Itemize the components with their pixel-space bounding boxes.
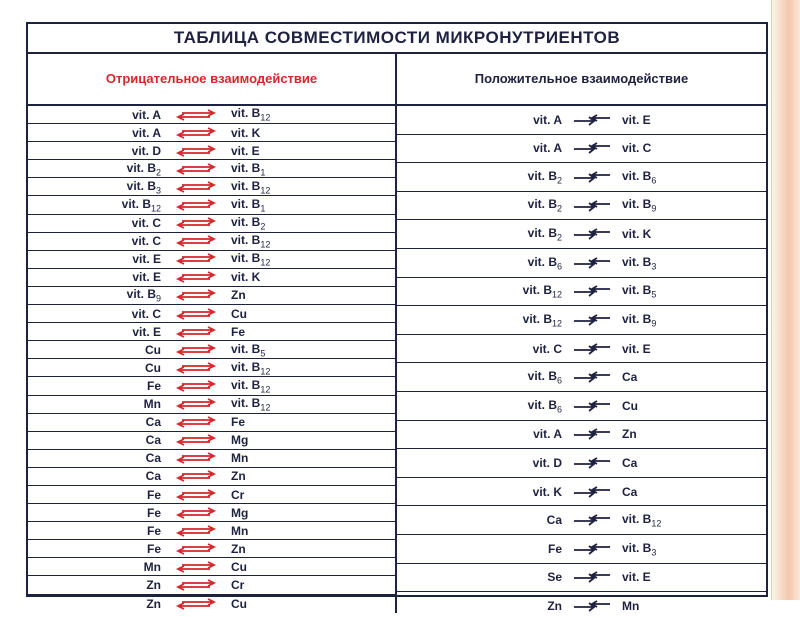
table-row [397,592,766,621]
synergy-arrow-icon [562,543,622,555]
table-row [28,522,395,540]
nutrient-b: vit. $B_6$ [622,168,657,186]
synergy-arrow-icon [562,428,622,440]
table-row [397,249,766,278]
table-row [28,432,395,450]
table-row [28,341,395,359]
synergy-arrow-icon [562,371,622,383]
table-row [397,392,766,421]
antagonism-arrow-icon [161,543,231,555]
nutrient-a: vit. D [131,143,161,158]
nutrient-b: vit. $B_{12}$ [231,106,271,123]
nutrient-a: vit. E [132,252,161,267]
positive-rows [397,106,766,621]
nutrient-a: vit. $B_2$ [527,197,562,214]
nutrient-b: vit. $B_{12}$ [231,359,271,377]
nutrient-b: Ca [622,484,638,499]
nutrient-b: vit. $B_5$ [622,283,657,300]
nutrient-a: Ca [145,469,161,484]
antagonism-arrow-icon [161,253,231,265]
nutrient-b: vit. E [231,143,260,158]
table-row [28,396,395,414]
antagonism-arrow-icon [161,362,231,374]
antagonism-arrow-icon [161,507,231,519]
antagonism-arrow-icon [161,470,231,482]
negative-rows [28,106,395,613]
nutrient-a: vit. A [533,112,562,127]
synergy-arrow-icon [562,171,622,183]
nutrient-b: vit. $B_9$ [622,197,657,214]
nutrient-a: Fe [146,541,161,556]
antagonism-arrow-icon [161,145,231,157]
nutrient-b: Cu [622,398,638,413]
nutrient-a: vit. $B_2$ [527,168,562,186]
nutrient-b: vit. E [622,570,651,585]
nutrient-b: Mn [622,599,640,614]
synergy-arrow-icon [562,600,622,612]
synergy-arrow-icon [562,285,622,297]
nutrient-a: Cu [145,360,161,375]
antagonism-arrow-icon [161,289,231,301]
antagonism-arrow-icon [161,217,231,229]
nutrient-a: vit. C [131,216,161,231]
nutrient-a: Ca [145,451,161,466]
antagonism-arrow-icon [161,308,231,320]
nutrient-b: Mn [231,451,249,466]
synergy-arrow-icon [562,142,622,154]
table-row [28,142,395,160]
negative-header: Отрицательное взаимодействие [28,54,395,106]
positive-header: Положительное взаимодействие [397,54,766,106]
nutrient-a: vit. A [533,427,562,442]
table-row [397,192,766,221]
antagonism-arrow-icon [161,525,231,537]
table-row [28,558,395,576]
synergy-arrow-icon [562,257,622,269]
nutrient-b: vit. E [622,341,651,356]
antagonism-arrow-icon [161,416,231,428]
nutrient-b: vit. $B_1$ [231,160,266,178]
table-row [397,478,766,507]
nutrient-a: Fe [547,541,562,556]
table-row [397,449,766,478]
nutrient-a: vit. A [132,125,161,140]
nutrient-a: Mn [143,559,161,574]
table-row [28,160,395,178]
nutrient-b: vit. $B_1$ [231,196,266,214]
nutrient-b: Zn [622,427,637,442]
nutrient-a: vit. A [533,141,562,156]
nutrient-b: Mg [231,433,249,448]
nutrient-b: vit. K [622,227,652,242]
table-row [397,506,766,535]
table-row [397,421,766,450]
nutrient-a: Zn [547,599,562,614]
antagonism-arrow-icon [161,434,231,446]
nutrient-a: vit. C [131,306,161,321]
nutrient-b: vit. $B_3$ [622,540,657,557]
table-row [28,576,395,594]
nutrient-b: Ca [622,370,638,385]
nutrient-b: Zn [231,541,246,556]
table-row [28,251,395,269]
nutrient-a: vit. $B_6$ [527,397,562,414]
nutrient-a: vit. K [532,484,562,499]
antagonism-arrow-icon [161,579,231,591]
nutrient-a: Fe [146,487,161,502]
nutrient-a: vit. C [532,341,562,356]
synergy-arrow-icon [562,200,622,212]
antagonism-arrow-icon [161,235,231,247]
antagonism-arrow-icon [161,398,231,410]
table-row [397,278,766,307]
table-row [28,540,395,558]
nutrient-b: vit. $B_{12}$ [231,178,271,196]
table-row [28,377,395,395]
table-row [28,106,395,124]
synergy-arrow-icon [562,228,622,240]
table-row [397,163,766,192]
nutrient-b: Ca [622,455,638,470]
antagonism-arrow-icon [161,380,231,392]
antagonism-arrow-icon [161,489,231,501]
antagonism-arrow-icon [161,163,231,175]
table-row [397,306,766,335]
table-row [28,305,395,323]
nutrient-b: Zn [231,288,246,303]
nutrient-b: Cu [231,596,247,611]
nutrient-b: vit. $B_{12}$ [231,377,271,395]
nutrient-b: vit. $B_5$ [231,341,266,358]
table-row [28,468,395,486]
table-row [28,450,395,468]
nutrient-a: vit. E [132,324,161,339]
antagonism-arrow-icon [161,271,231,283]
table-row [397,106,766,135]
synergy-arrow-icon [562,114,622,126]
compatibility-table [26,22,768,614]
table-row [28,359,395,377]
antagonism-arrow-icon [161,127,231,139]
nutrient-a: Ca [145,433,161,448]
nutrient-a: vit. $B_6$ [527,254,562,271]
nutrient-b: Zn [231,469,246,484]
nutrient-b: Fe [231,415,246,430]
nutrient-b: vit. C [622,141,652,156]
nutrient-a: vit. $B_6$ [527,368,562,386]
nutrient-b: vit. $B_2$ [231,214,266,232]
antagonism-arrow-icon [161,109,231,121]
table-row [28,486,395,504]
antagonism-arrow-icon [161,344,231,356]
nutrient-b: vit. $B_3$ [622,254,657,271]
nutrient-a: Cu [145,342,161,357]
nutrient-b: Mg [231,505,249,520]
antagonism-arrow-icon [161,452,231,464]
nutrient-b: Cr [231,487,245,502]
table-row [28,504,395,522]
nutrient-a: vit. $B_2$ [126,160,161,178]
synergy-arrow-icon [562,486,622,498]
nutrient-a: vit. A [132,107,161,122]
table-row [28,196,395,214]
synergy-arrow-icon [562,457,622,469]
table-row [397,135,766,164]
synergy-arrow-icon [562,514,622,526]
nutrient-a: vit. E [132,270,161,285]
nutrient-b: Mn [231,523,249,538]
nutrient-a: Fe [146,523,161,538]
antagonism-arrow-icon [161,598,231,610]
synergy-arrow-icon [562,400,622,412]
nutrient-b: vit. K [231,270,261,285]
table-row [28,287,395,305]
table-row [28,323,395,341]
table-row [28,215,395,233]
nutrient-b: Cu [231,306,247,321]
nutrient-a: Fe [146,505,161,520]
nutrient-b: vit. E [622,112,651,127]
nutrient-a: Mn [143,397,161,412]
table-row [28,414,395,432]
table-row [28,269,395,287]
nutrient-a: Zn [146,577,161,592]
nutrient-a: Se [547,570,562,585]
nutrient-a: Zn [146,596,161,611]
antagonism-arrow-icon [161,326,231,338]
table-row [28,233,395,251]
antagonism-arrow-icon [161,181,231,193]
table-row [397,220,766,249]
nutrient-a: vit. C [131,234,161,249]
nutrient-b: vit. $B_{12}$ [622,511,662,529]
nutrient-b: vit. $B_9$ [622,311,657,329]
table-row [397,564,766,593]
nutrient-a: vit. $B_{12}$ [522,311,562,329]
nutrient-b: vit. $B_{12}$ [231,395,271,413]
positive-column [397,54,766,621]
nutrient-b: Fe [231,324,246,339]
nutrient-b: Cr [231,577,245,592]
nutrient-b: Cu [231,559,247,574]
nutrient-a: vit. $B_{12}$ [522,283,562,300]
slide-margin-decoration [771,0,800,600]
nutrient-a: vit. $B_2$ [527,225,562,243]
synergy-arrow-icon [562,343,622,355]
antagonism-arrow-icon [161,561,231,573]
table-row [28,595,395,613]
nutrient-a: vit. D [532,455,562,470]
nutrient-a: vit. $B_3$ [126,178,161,196]
synergy-arrow-icon [562,314,622,326]
nutrient-b: vit. $B_{12}$ [231,233,271,250]
table-row [28,124,395,142]
table-row [28,178,395,196]
nutrient-a: Ca [145,415,161,430]
nutrient-b: vit. $B_{12}$ [231,251,271,268]
negative-column [28,54,397,613]
nutrient-a: vit. $B_9$ [126,287,161,304]
nutrient-a: Fe [146,378,161,393]
table-row [397,363,766,392]
nutrient-a: vit. $B_{12}$ [121,196,161,214]
nutrient-a: Ca [546,513,562,528]
table-title: ТАБЛИЦА СОВМЕСТИМОСТИ МИКРОНУТРИЕНТОВ [28,24,766,54]
table-row [397,335,766,364]
synergy-arrow-icon [562,571,622,583]
nutrient-b: vit. K [231,125,261,140]
table-row [397,535,766,564]
antagonism-arrow-icon [161,199,231,211]
